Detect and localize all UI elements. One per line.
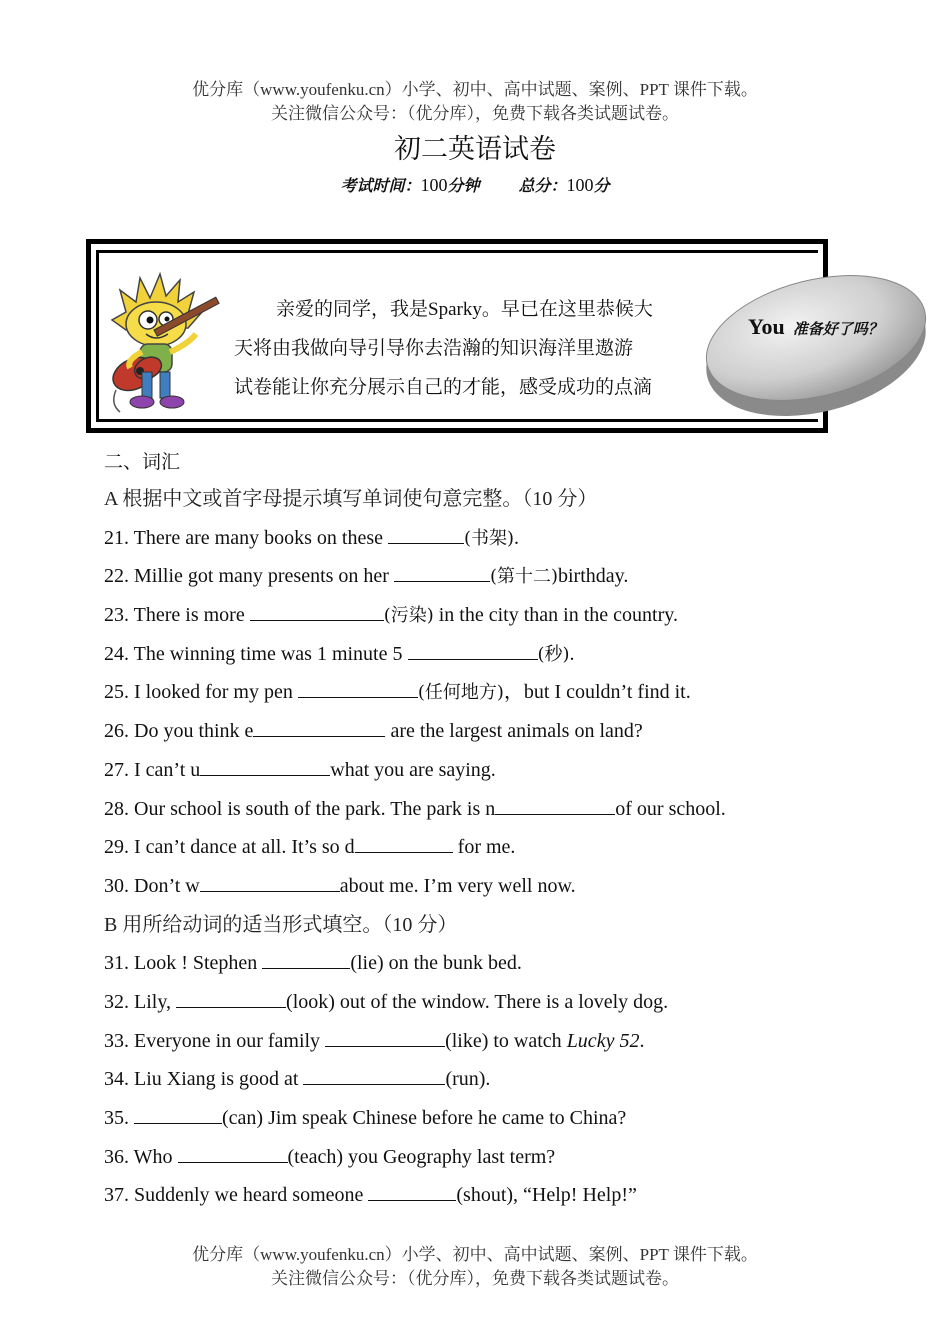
- answer-blank[interactable]: [200, 757, 330, 776]
- intro-line2: 天将由我做向导引导你去浩瀚的知识海洋里遨游: [234, 337, 634, 359]
- score-label: 总分：: [518, 178, 567, 195]
- answer-blank[interactable]: [253, 718, 385, 737]
- question-28: 28. Our school is south of the park. The park is n of our school.: [104, 797, 726, 820]
- part-a-instruction: A 根据中文或首字母提示填写单词使句意完整。（10 分）: [104, 488, 598, 510]
- bubble-you: You: [748, 314, 785, 339]
- time-unit: 分钟: [447, 178, 480, 195]
- question-30: 30. Don’t w about me. I’m very well now.: [104, 874, 576, 897]
- sparky-guitar-illustration: [96, 272, 220, 422]
- page-header-line1: 优分库（www.youfenku.cn）小学、初中、高中试题、案例、PPT 课件下载。: [192, 80, 758, 99]
- question-36: 36. Who (teach) you Geography last term?: [104, 1145, 556, 1168]
- answer-blank[interactable]: [303, 1066, 445, 1085]
- answer-blank[interactable]: [262, 950, 350, 969]
- question-32: 32. Lily, (look) out of the window. There is a lovely dog.: [104, 990, 669, 1013]
- section-title: 二、词汇: [104, 451, 181, 473]
- score-unit: 分: [593, 178, 610, 195]
- bubble-ready: 准备好了吗？: [792, 320, 883, 338]
- answer-blank[interactable]: [176, 989, 286, 1008]
- page-footer-line1: 优分库（www.youfenku.cn）小学、初中、高中试题、案例、PPT 课件下载。: [192, 1245, 758, 1264]
- answer-blank[interactable]: [495, 796, 615, 815]
- question-21: 21. There are many books on these (书架).: [104, 526, 520, 549]
- answer-blank[interactable]: [368, 1182, 456, 1201]
- answer-blank[interactable]: [408, 641, 538, 660]
- intro-line1b: 。早已在这里恭候大: [481, 298, 653, 320]
- question-35: 35. (can) Jim speak Chinese before he came to China?: [104, 1107, 627, 1129]
- question-37: 37. Suddenly we heard someone (shout), “Help! Help!”: [104, 1184, 637, 1207]
- question-29: 29. I can’t dance at all. It’s so d for me.: [104, 836, 516, 859]
- answer-blank[interactable]: [178, 1144, 288, 1163]
- intro-name: Sparky: [428, 299, 482, 320]
- answer-blank[interactable]: [388, 525, 464, 544]
- answer-blank[interactable]: [134, 1105, 222, 1124]
- intro-line1a: 亲爱的同学，我是: [276, 298, 429, 320]
- answer-blank[interactable]: [355, 834, 453, 853]
- score-value: 100: [566, 175, 594, 195]
- intro-text: [234, 290, 714, 407]
- question-31: 31. Look ! Stephen (lie) on the bunk bed.: [104, 952, 522, 975]
- page-footer-line2: 关注微信公众号：（优分库），免费下载各类试题试卷。: [271, 1269, 679, 1288]
- question-list: [104, 484, 924, 1219]
- time-label: 考试时间：: [340, 178, 421, 195]
- answer-blank[interactable]: [325, 1028, 445, 1047]
- page-header-line2: 关注微信公众号：（优分库），免费下载各类试题试卷。: [271, 104, 679, 123]
- ready-bubble-text: [748, 314, 883, 340]
- question-23: 23. There is more (污染) in the city than in the country.: [104, 604, 678, 627]
- exam-info: [0, 173, 950, 196]
- answer-blank[interactable]: [394, 563, 490, 582]
- part-b-instruction: B 用所给动词的适当形式填空。（10 分）: [104, 913, 458, 936]
- question-22: 22. Millie got many presents on her (第十二)birthday.: [104, 565, 629, 588]
- intro-line3: 试卷能让你充分展示自己的才能，感受成功的点滴: [234, 376, 653, 398]
- question-24: 24. The winning time was 1 minute 5 (秒).: [104, 642, 575, 665]
- question-26: 26. Do you think e are the largest animals on land?: [104, 720, 643, 743]
- question-27: 27. I can’t u what you are saying.: [104, 758, 496, 781]
- answer-blank[interactable]: [250, 602, 384, 621]
- ready-bubble-shape: [700, 268, 932, 420]
- time-value: 100: [420, 175, 448, 195]
- answer-blank[interactable]: [200, 873, 340, 892]
- question-34: 34. Liu Xiang is good at (run).: [104, 1068, 491, 1091]
- question-33: 33. Everyone in our family (like) to watch Lucky 52.: [104, 1029, 645, 1052]
- page-title: 初二英语试卷: [394, 134, 556, 165]
- question-25: 25. I looked for my pen (任何地方)，but I couldn’t find it.: [104, 681, 691, 704]
- answer-blank[interactable]: [298, 679, 418, 698]
